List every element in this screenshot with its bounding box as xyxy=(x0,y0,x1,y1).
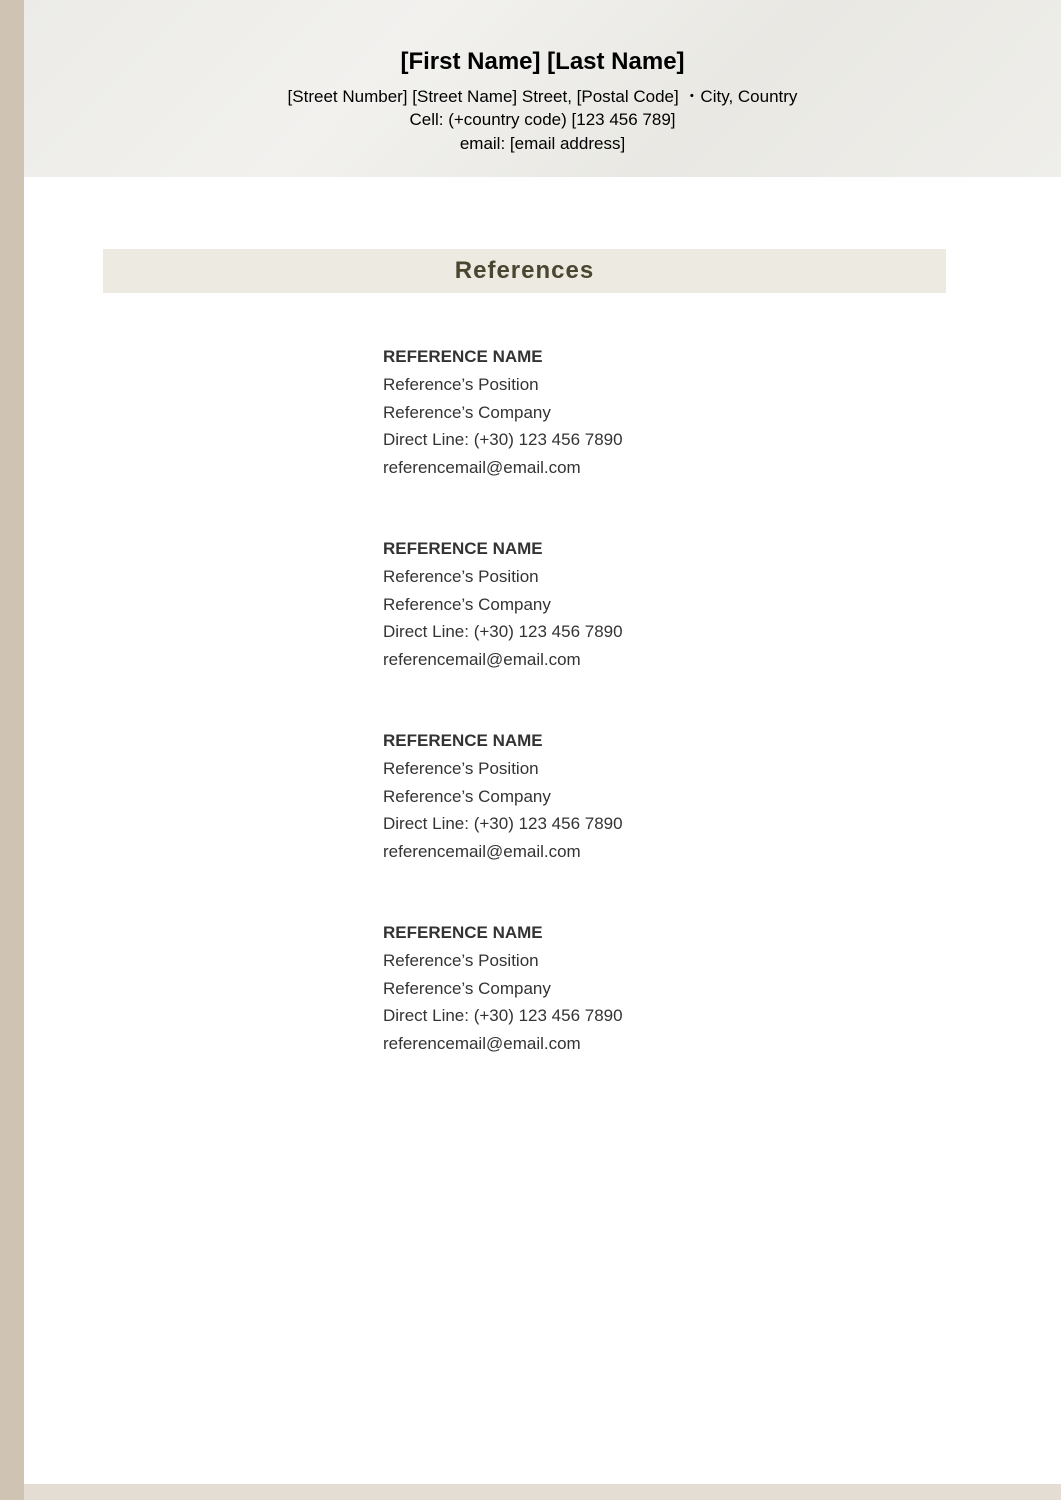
reference-entry xyxy=(383,727,943,866)
reference-position: Reference’s Position xyxy=(383,758,539,778)
reference-position: Reference’s Position xyxy=(383,950,539,970)
left-decorative-bar xyxy=(0,0,24,1500)
section-title: References xyxy=(454,257,595,284)
reference-entry xyxy=(383,535,943,674)
reference-company: Reference’s Company xyxy=(383,786,551,806)
reference-company: Reference’s Company xyxy=(383,978,551,998)
reference-phone: Direct Line: (+30) 123 456 7890 xyxy=(383,814,623,834)
reference-email: referencemail@email.com xyxy=(383,650,581,670)
applicant-address: [Street Number] [Street Name] Street, [Postal Code] ・City, Country xyxy=(287,87,798,106)
reference-email: referencemail@email.com xyxy=(383,842,581,862)
resume-header xyxy=(24,0,1061,177)
reference-name: REFERENCE NAME xyxy=(383,922,543,942)
reference-company: Reference’s Company xyxy=(383,402,551,422)
applicant-email: email: [email address] xyxy=(459,134,626,153)
references-list xyxy=(383,343,943,1111)
reference-entry xyxy=(383,343,943,482)
bottom-decorative-bar xyxy=(24,1484,1061,1500)
reference-position: Reference’s Position xyxy=(383,566,539,586)
reference-name: REFERENCE NAME xyxy=(383,730,543,750)
reference-email: referencemail@email.com xyxy=(383,1034,581,1054)
reference-position: Reference’s Position xyxy=(383,374,539,394)
reference-phone: Direct Line: (+30) 123 456 7890 xyxy=(383,622,623,642)
reference-name: REFERENCE NAME xyxy=(383,347,543,366)
reference-email: referencemail@email.com xyxy=(383,458,581,478)
reference-phone: Direct Line: (+30) 123 456 7890 xyxy=(383,1006,623,1026)
applicant-cell: Cell: (+country code) [123 456 789] xyxy=(409,110,676,129)
reference-entry xyxy=(383,919,943,1058)
reference-company: Reference’s Company xyxy=(383,594,551,614)
reference-phone: Direct Line: (+30) 123 456 7890 xyxy=(383,430,623,450)
applicant-name: [First Name] [Last Name] xyxy=(400,48,685,75)
references-title-bar xyxy=(103,249,946,293)
reference-name: REFERENCE NAME xyxy=(383,538,543,558)
